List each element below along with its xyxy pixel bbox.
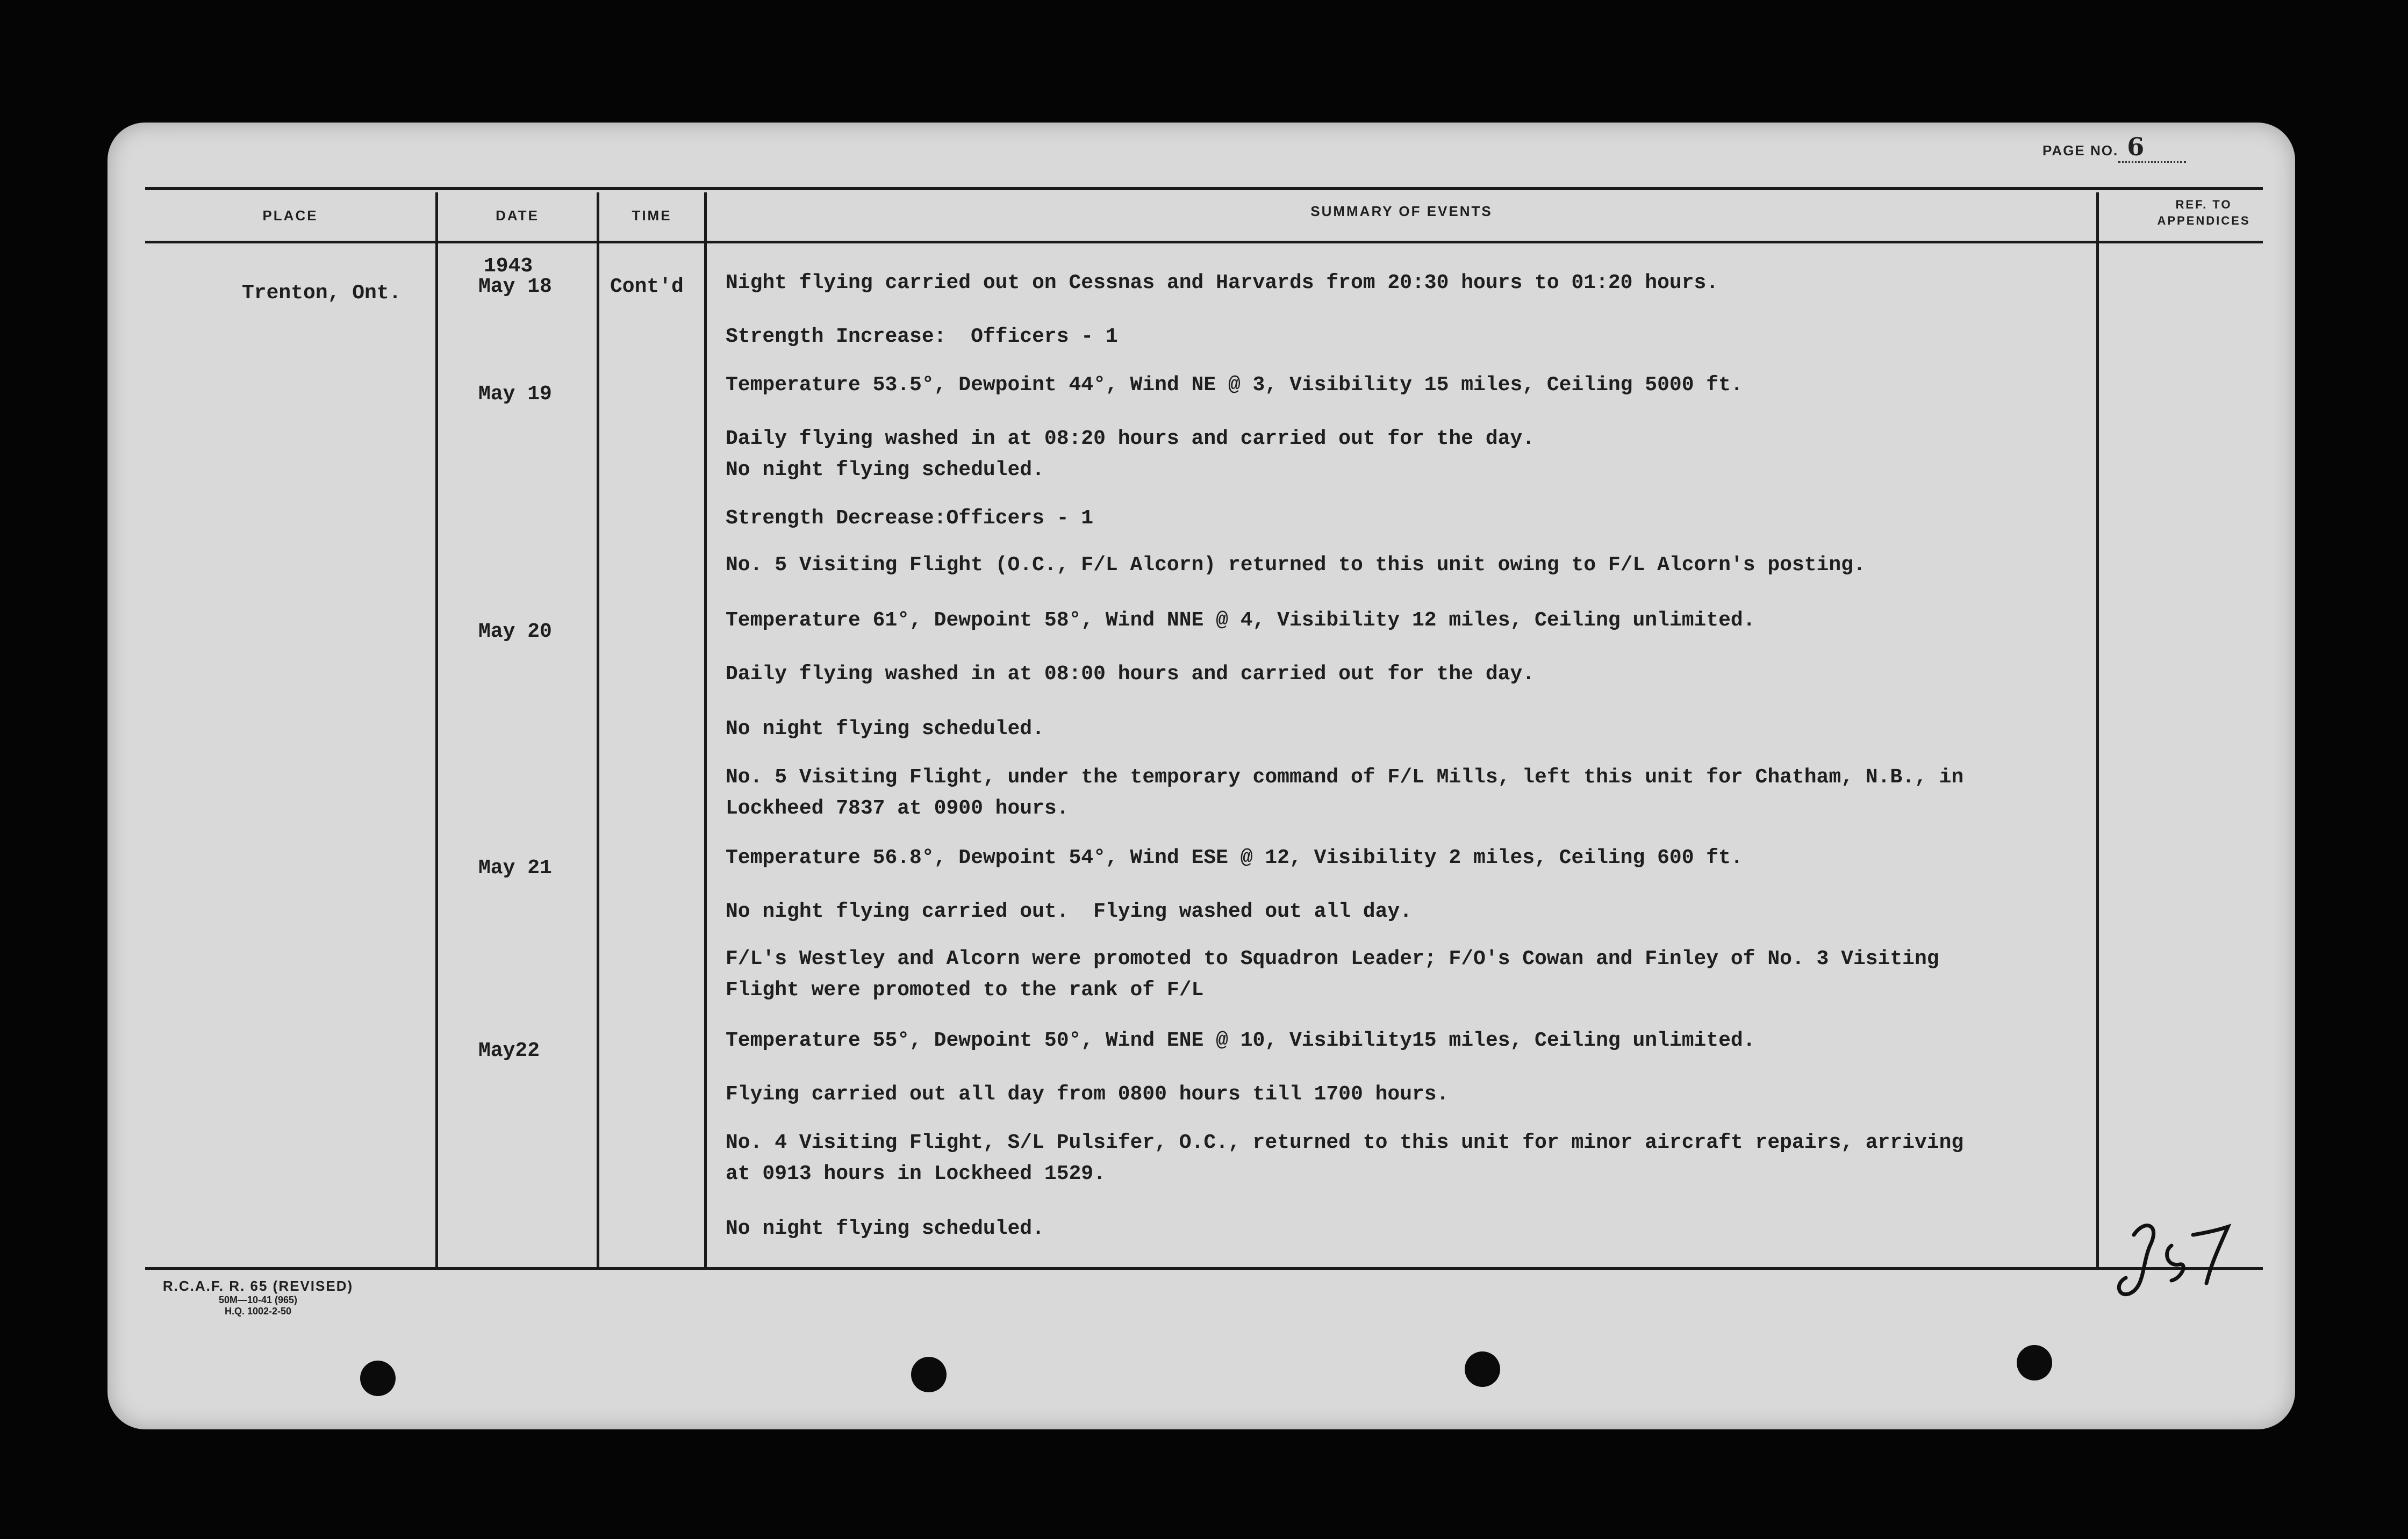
table-bottom-rule bbox=[145, 1267, 2263, 1270]
year-cell: 1943 bbox=[484, 255, 533, 278]
event-entry: No night flying scheduled. bbox=[726, 1217, 1044, 1240]
event-entry: Temperature 56.8°, Dewpoint 54°, Wind ESE @ 12, Visibility 2 miles, Ceiling 600 ft. bbox=[726, 846, 1743, 869]
header-place: PLACE bbox=[262, 207, 318, 224]
header-date: DATE bbox=[496, 207, 539, 224]
page-number bbox=[2042, 132, 2186, 163]
event-entry: No. 4 Visiting Flight, S/L Pulsifer, O.C., returned to this unit for minor aircraft repairs, arriving at 0913 hours in Lockheed 1529. bbox=[726, 1131, 1964, 1185]
event-entry: Daily flying washed in at 08:00 hours and carried out for the day. bbox=[726, 663, 1535, 686]
header-summary: SUMMARY OF EVENTS bbox=[1310, 203, 1493, 219]
time-cell: Cont'd bbox=[610, 275, 684, 298]
punch-hole bbox=[911, 1357, 947, 1392]
column-divider-summary bbox=[2096, 192, 2099, 1267]
punch-hole bbox=[360, 1361, 396, 1396]
event-entry: Night flying carried out on Cessnas and Harvards from 20:30 hours to 01:20 hours. bbox=[726, 271, 1719, 294]
date-cell: May22 bbox=[478, 1039, 540, 1062]
page-number-value: 6 bbox=[2118, 132, 2186, 163]
event-entry: Flying carried out all day from 0800 hours till 1700 hours. bbox=[726, 1083, 1449, 1106]
header-time: TIME bbox=[632, 207, 672, 224]
form-id-line: 50M—10-41 (965) bbox=[218, 1295, 298, 1305]
form-id-line: H.Q. 1002-2-50 bbox=[224, 1306, 292, 1317]
punch-hole bbox=[2017, 1345, 2052, 1380]
date-cell: May 20 bbox=[478, 620, 552, 643]
page-number-label: PAGE NO. bbox=[2042, 142, 2119, 159]
event-entry: Temperature 53.5°, Dewpoint 44°, Wind NE @ 3, Visibility 15 miles, Ceiling 5000 ft. bbox=[726, 373, 1743, 397]
event-entry: No. 5 Visiting Flight, under the temporary command of F/L Mills, left this unit for Chatham, N.B., in Lockheed 7837 at 0900 hours. bbox=[726, 766, 1964, 820]
event-entry: Daily flying washed in at 08:20 hours and carried out for the day. No night flying scheduled. bbox=[726, 427, 1535, 481]
event-entry: No. 5 Visiting Flight (O.C., F/L Alcorn) returned to this unit owing to F/L Alcorn's posting. bbox=[726, 553, 1866, 577]
event-entry: Strength Increase: Officers - 1 bbox=[726, 325, 1118, 348]
column-divider-date bbox=[597, 192, 599, 1267]
header-bottom-rule bbox=[145, 241, 2263, 243]
header-ref-appendices: REF. TO APPENDICES bbox=[2157, 198, 2251, 227]
punch-hole bbox=[1465, 1351, 1500, 1387]
event-entry: Temperature 61°, Dewpoint 58°, Wind NNE @ 4, Visibility 12 miles, Ceiling unlimited. bbox=[726, 609, 1755, 632]
date-cell: May 18 bbox=[478, 275, 552, 298]
record-card bbox=[108, 123, 2295, 1429]
table-top-rule bbox=[145, 187, 2263, 190]
column-divider-place bbox=[435, 192, 438, 1267]
event-entry: F/L's Westley and Alcorn were promoted to Squadron Leader; F/O's Cowan and Finley of No. 3 Visiting Flight were promoted to the rank of F/L bbox=[726, 947, 1939, 1002]
date-cell: May 21 bbox=[478, 857, 552, 880]
date-cell: May 19 bbox=[478, 383, 552, 406]
column-divider-time bbox=[704, 192, 707, 1267]
form-identifier bbox=[150, 1278, 366, 1317]
event-entry: No night flying carried out. Flying washed out all day. bbox=[726, 900, 1413, 923]
handwritten-initials bbox=[2112, 1213, 2236, 1305]
form-id-line: R.C.A.F. R. 65 (REVISED) bbox=[162, 1278, 354, 1294]
event-entry: No night flying scheduled. bbox=[726, 717, 1044, 740]
event-entry: Strength Decrease:Officers - 1 bbox=[726, 507, 1094, 530]
place-cell: Trenton, Ont. bbox=[242, 282, 402, 305]
event-entry: Temperature 55°, Dewpoint 50°, Wind ENE @ 10, Visibility15 miles, Ceiling unlimited. bbox=[726, 1029, 1755, 1052]
